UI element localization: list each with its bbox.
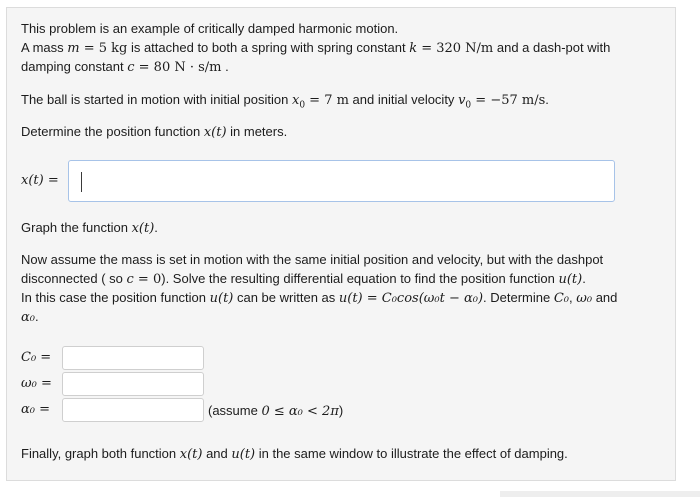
disconnected-line: disconnected ( so c = 0). Solve the resulting differential equation to find the position function u(t). <box>21 271 586 287</box>
damping-line: damping constant c = 80 N · s/m . <box>21 59 229 75</box>
undamped-intro-line: Now assume the mass is set in motion with the same initial position and velocity, but with the dashpot <box>21 252 604 267</box>
final-graph-line: Finally, graph both function x(t) and u(t) in the same window to illustrate the effect of damping. <box>21 446 568 462</box>
xt-answer-input[interactable] <box>68 160 615 202</box>
c0-input[interactable] <box>62 346 204 370</box>
problem-card <box>6 7 676 481</box>
determine-line: Determine the position function x(t) in meters. <box>21 124 288 140</box>
graph-line: Graph the function x(t). <box>21 220 158 236</box>
alpha-range-note: (assume 0 ≤ α₀ < 2π) <box>208 403 344 419</box>
alpha-line: α₀. <box>21 309 39 325</box>
w0-label: ω₀ = <box>21 376 52 391</box>
mass-spring-line: A mass m = 5 kg is attached to both a spring with spring constant k = 320 N/m and a dash-pot with <box>21 40 611 56</box>
a0-label: α₀ = <box>21 402 51 417</box>
bottom-edge-bar <box>500 491 700 497</box>
form-line: In this case the position function u(t) can be written as u(t) = C₀cos(ω₀t − α₀). Determine C₀, ω₀ and <box>21 290 618 306</box>
text-caret <box>81 172 82 192</box>
a0-input[interactable] <box>62 398 204 422</box>
intro-line: This problem is an example of critically damped harmonic motion. <box>21 21 399 36</box>
c0-label: C₀ = <box>21 350 52 365</box>
w0-input[interactable] <box>62 372 204 396</box>
initial-conditions-line: The ball is started in motion with initial position $x_0 = 7$ m and initial velocity $v_0 = -57$ m/s. <box>21 92 549 111</box>
xt-label: x(t) = <box>21 173 59 188</box>
